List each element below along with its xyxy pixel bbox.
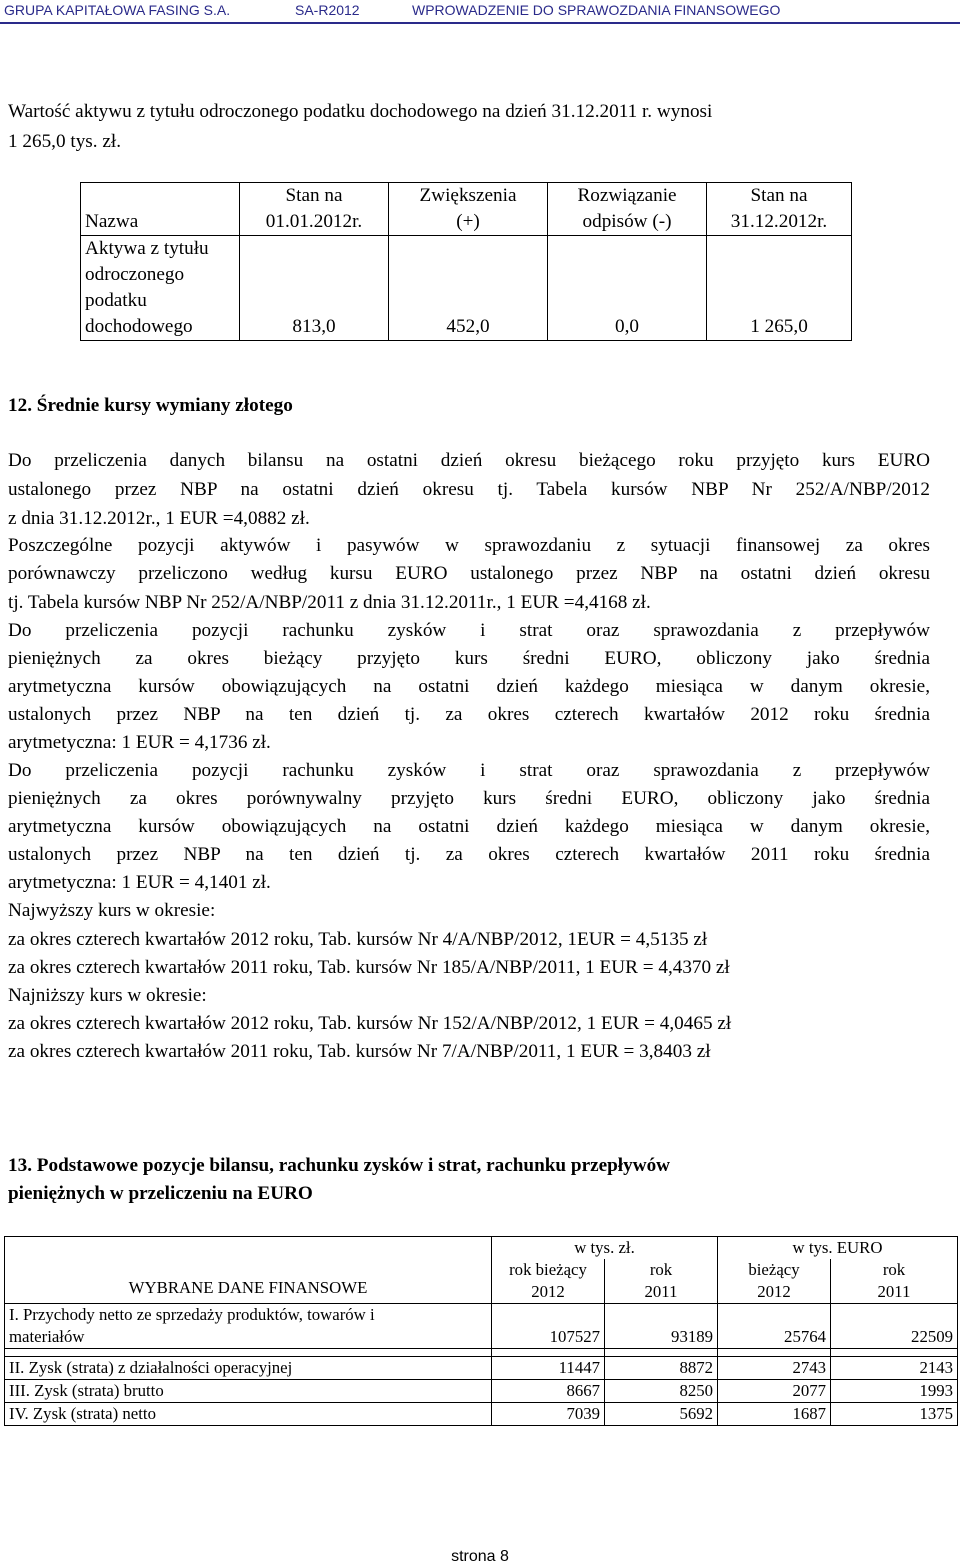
col-header-pln-2012: rok bieżący 2012 — [492, 1259, 605, 1304]
section-12-line-text: pieniężnych za okres bieżący przyjęto kurs średni EURO, obliczony jako średnia — [8, 648, 930, 669]
section-12-line-text: arytmetyczna: 1 EUR = 4,1401 zł. — [8, 872, 271, 893]
group-header-pln: w tys. zł. — [492, 1237, 718, 1260]
row-label: III. Zysk (strata) brutto — [5, 1380, 492, 1403]
section-12-line — [8, 757, 930, 785]
section-12-line — [8, 982, 930, 1010]
cell-increase: 452,0 — [389, 236, 548, 341]
section-12-line — [8, 476, 930, 504]
section-12-line — [8, 813, 930, 841]
section-12-line — [8, 954, 930, 982]
section-12-line-text: arytmetyczna kursów obowiązujących na ostatni dzień każdego miesiąca w danym okresie, — [8, 816, 930, 837]
col-header-end: Stan na 31.12.2012r. — [707, 183, 852, 236]
col-header-eur-2012: bieżący 2012 — [718, 1259, 831, 1304]
page-number: strona 8 — [451, 1548, 509, 1565]
section-12-line-text: za okres czterech kwartałów 2012 roku, Tab. kursów Nr 152/A/NBP/2012, 1 EUR = 4,0465 zł — [8, 1013, 732, 1034]
section-12-line — [8, 560, 930, 588]
section-12-line — [8, 729, 930, 757]
table-row — [5, 1357, 958, 1380]
section-12-line-text: za okres czterech kwartałów 2012 roku, Tab. kursów Nr 4/A/NBP/2012, 1EUR = 4,5135 zł — [8, 929, 708, 950]
section-12-line — [8, 673, 930, 701]
col-header-increase: Zwiększenia (+) — [389, 183, 548, 236]
cell-value: 8872 — [605, 1357, 718, 1380]
section-12-line-text: Najniższy kurs w okresie: — [8, 985, 207, 1006]
section-12-heading: 12. Średnie kursy wymiany złotego — [8, 395, 293, 416]
cell-value: 8667 — [492, 1380, 605, 1403]
section-12-line — [8, 926, 930, 954]
row-label: II. Zysk (strata) z działalności operacyjnej — [5, 1357, 492, 1380]
col-header-eur-2011: rok 2011 — [831, 1259, 958, 1304]
section-12-line — [8, 841, 930, 869]
table-header-row — [5, 1237, 958, 1260]
section-12-line-text: Do przeliczenia danych bilansu na ostatni dzień okresu bieżącego roku przyjęto kurs EURO — [8, 450, 930, 471]
cell-value: 2143 — [831, 1357, 958, 1380]
cell-value: 1993 — [831, 1380, 958, 1403]
section-12-line — [8, 505, 930, 533]
section-12-line-text: arytmetyczna kursów obowiązujących na ostatni dzień każdego miesiąca w danym okresie, — [8, 676, 930, 697]
deferred-tax-table — [80, 182, 852, 341]
col-header-pln-2011: rok 2011 — [605, 1259, 718, 1304]
cell-value: 25764 — [718, 1304, 831, 1349]
cell-value: 107527 — [492, 1304, 605, 1349]
row-name: Aktywa z tytułu odroczonego podatku dochodowego — [81, 236, 240, 341]
col-header-name: Nazwa — [81, 183, 240, 236]
section-12-line — [8, 447, 930, 475]
col-header-decrease: Rozwiązanie odpisów (-) — [548, 183, 707, 236]
table-row — [5, 1380, 958, 1403]
section-12-line-text: Najwyższy kurs w okresie: — [8, 900, 216, 921]
cell-end: 1 265,0 — [707, 236, 852, 341]
header-report: SA-R2012 — [295, 2, 360, 18]
cell-value: 22509 — [831, 1304, 958, 1349]
intro-line-1: Wartość aktywu z tytułu odroczonego podatku dochodowego na dzień 31.12.2011 r. wynosi — [8, 101, 713, 122]
cell-value: 1375 — [831, 1403, 958, 1426]
section-12-line-text: Do przeliczenia pozycji rachunku zysków i strat oraz sprawozdania z przepływów — [8, 620, 930, 641]
section-12-line-text: tj. Tabela kursów NBP Nr 252/A/NBP/2011 z dnia 31.12.2011r., 1 EUR =4,4168 zł. — [8, 592, 651, 613]
section-12-line — [8, 785, 930, 813]
table-row — [5, 1304, 958, 1349]
section-12-line-text: ustalonego przez NBP na ostatni dzień okresu tj. Tabela kursów NBP Nr 252/A/NBP/2012 — [8, 479, 930, 500]
cell-decrease: 0,0 — [548, 236, 707, 341]
section-12-line — [8, 532, 930, 560]
section-12-line-text: Do przeliczenia pozycji rachunku zysków i strat oraz sprawozdania z przepływów — [8, 760, 930, 781]
cell-value: 5692 — [605, 1403, 718, 1426]
cell-value: 93189 — [605, 1304, 718, 1349]
row-label: IV. Zysk (strata) netto — [5, 1403, 492, 1426]
row-label: I. Przychody netto ze sprzedaży produktów, towarów i materiałów — [5, 1304, 492, 1349]
fin-table-title: WYBRANE DANE FINANSOWE — [5, 1237, 492, 1304]
section-12-line — [8, 701, 930, 729]
cell-value: 11447 — [492, 1357, 605, 1380]
header-company: GRUPA KAPITAŁOWA FASING S.A. — [4, 2, 231, 18]
section-12-line — [8, 1038, 930, 1066]
section-12-line-text: arytmetyczna: 1 EUR = 4,1736 zł. — [8, 732, 271, 753]
section-12-line-text: porównawczy przeliczono według kursu EURO ustalonego przez NBP na ostatni dzień okresu — [8, 563, 930, 584]
section-12-line-text: ustalonych przez NBP na ten dzień tj. za okres czterech kwartałów 2012 roku średnia — [8, 704, 930, 725]
section-12-line — [8, 589, 930, 617]
section-13-heading-line-2: pieniężnych w przeliczeniu na EURO — [8, 1183, 313, 1204]
header-section: WPROWADZENIE DO SPRAWOZDANIA FINANSOWEGO — [412, 2, 781, 18]
table-spacer-row — [5, 1349, 958, 1357]
col-header-start: Stan na 01.01.2012r. — [240, 183, 389, 236]
section-12-line — [8, 869, 930, 897]
intro-line-2: 1 265,0 tys. zł. — [8, 131, 121, 152]
section-12-line-text: z dnia 31.12.2012r., 1 EUR =4,0882 zł. — [8, 508, 310, 529]
section-13-heading-line-1: 13. Podstawowe pozycje bilansu, rachunku zysków i strat, rachunku przepływów — [8, 1155, 671, 1176]
cell-value: 2743 — [718, 1357, 831, 1380]
section-12-line-text: Poszczególne pozycji aktywów i pasywów w sprawozdaniu z sytuacji finansowej za okres — [8, 535, 930, 556]
section-12-line-text: ustalonych przez NBP na ten dzień tj. za okres czterech kwartałów 2011 roku średnia — [8, 844, 930, 865]
cell-value: 7039 — [492, 1403, 605, 1426]
section-12-line-text: pieniężnych za okres porównywalny przyjęto kurs średni EURO, obliczony jako średnia — [8, 788, 930, 809]
cell-value: 1687 — [718, 1403, 831, 1426]
financial-data-table — [4, 1236, 958, 1426]
table-row — [5, 1403, 958, 1426]
group-header-eur: w tys. EURO — [718, 1237, 958, 1260]
cell-value: 8250 — [605, 1380, 718, 1403]
section-12-line — [8, 897, 930, 925]
cell-value: 2077 — [718, 1380, 831, 1403]
table-header-row — [81, 183, 852, 236]
table-row — [81, 236, 852, 341]
section-12-line — [8, 645, 930, 673]
cell-start: 813,0 — [240, 236, 389, 341]
section-12-line — [8, 617, 930, 645]
section-12-line-text: za okres czterech kwartałów 2011 roku, Tab. kursów Nr 7/A/NBP/2011, 1 EUR = 3,8403 zł — [8, 1041, 711, 1062]
page-header — [0, 0, 960, 24]
section-12-line-text: za okres czterech kwartałów 2011 roku, Tab. kursów Nr 185/A/NBP/2011, 1 EUR = 4,4370 zł — [8, 957, 730, 978]
section-12-line — [8, 1010, 930, 1038]
